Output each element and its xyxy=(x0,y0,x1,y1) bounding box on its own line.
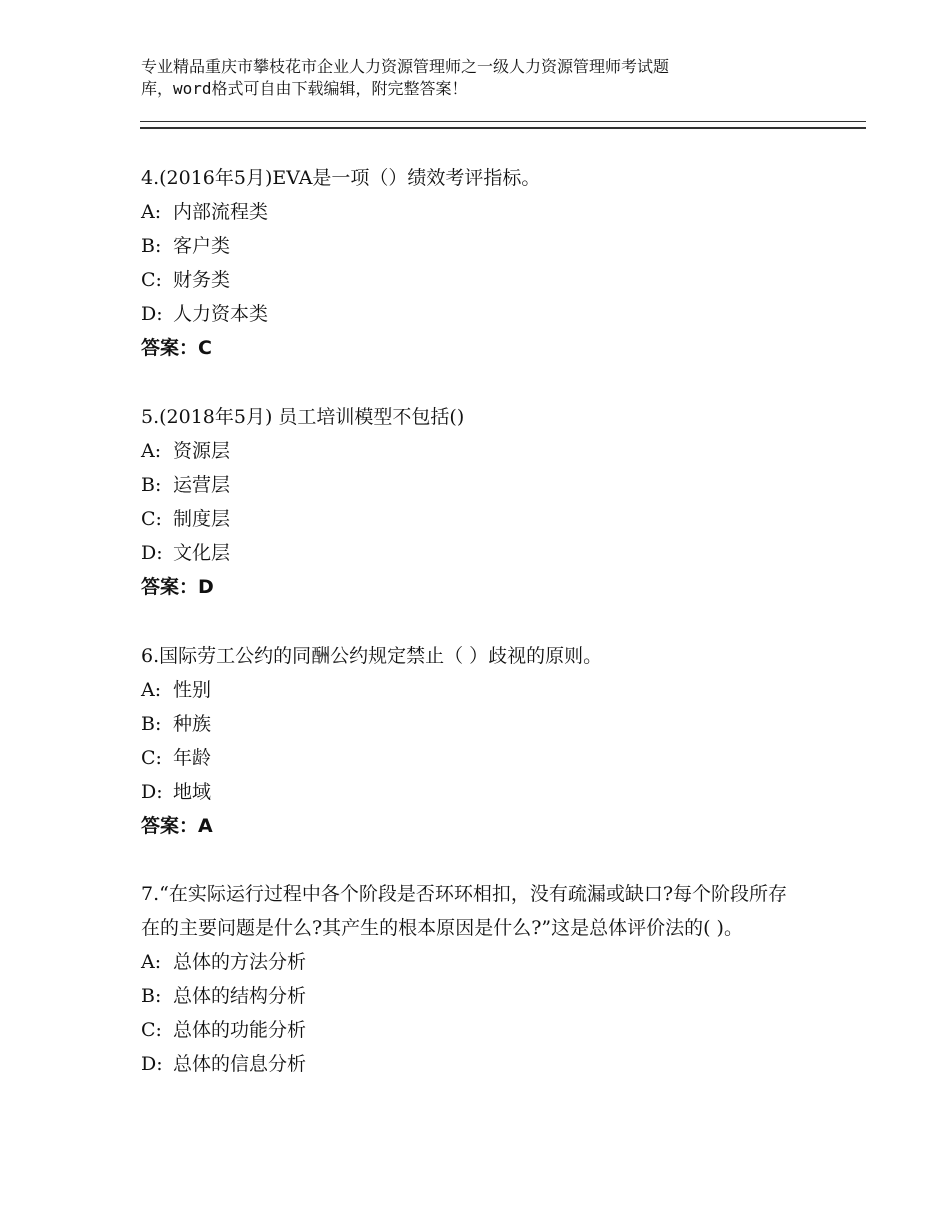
option-key: D: xyxy=(141,781,163,803)
question-5 xyxy=(141,400,821,604)
option-d xyxy=(141,1047,801,1081)
option-b xyxy=(141,979,801,1013)
header-divider xyxy=(140,121,866,129)
option-d xyxy=(141,536,821,570)
option-a xyxy=(141,195,821,229)
option-key: B: xyxy=(141,985,162,1007)
option-key: A: xyxy=(141,679,162,701)
option-b xyxy=(141,468,821,502)
option-c xyxy=(141,1013,801,1047)
answer-label: 答案：A xyxy=(141,815,213,837)
option-d xyxy=(141,775,821,809)
option-b xyxy=(141,229,821,263)
option-a xyxy=(141,945,801,979)
question-4 xyxy=(141,161,821,365)
question-7 xyxy=(141,877,801,1081)
option-key: D: xyxy=(141,542,163,564)
option-text: 年龄 xyxy=(173,747,212,769)
header-title-line1: 专业精品重庆市攀枝花市企业人力资源管理师之一级人力资源管理师考试题 xyxy=(141,57,670,76)
question-stem: 7.“在实际运行过程中各个阶段是否环环相扣，没有疏漏或缺口?每个阶段所存在的主要问题是什么?其产生的根本原因是什么?”这是总体评价法的( )。 xyxy=(141,883,788,939)
option-text: 制度层 xyxy=(173,508,231,530)
question-6 xyxy=(141,639,821,843)
option-text: 总体的方法分析 xyxy=(173,951,307,973)
option-text: 总体的信息分析 xyxy=(173,1053,307,1075)
option-text: 种族 xyxy=(173,713,212,735)
option-c xyxy=(141,263,821,297)
option-key: D: xyxy=(141,1053,163,1075)
option-a xyxy=(141,434,821,468)
option-key: C: xyxy=(141,508,162,530)
header-title-line2: 库，word格式可自由下载编辑，附完整答案！ xyxy=(141,79,468,98)
option-text: 文化层 xyxy=(173,542,231,564)
option-text: 地域 xyxy=(173,781,212,803)
option-text: 人力资本类 xyxy=(173,303,269,325)
document-header xyxy=(141,56,781,100)
option-text: 财务类 xyxy=(173,269,231,291)
option-key: B: xyxy=(141,474,162,496)
option-key: B: xyxy=(141,713,162,735)
option-text: 总体的功能分析 xyxy=(173,1019,307,1041)
option-key: C: xyxy=(141,1019,162,1041)
option-text: 内部流程类 xyxy=(173,201,269,223)
answer-label: 答案：C xyxy=(141,337,212,359)
option-key: A: xyxy=(141,440,162,462)
option-key: C: xyxy=(141,269,162,291)
option-c xyxy=(141,502,821,536)
option-text: 客户类 xyxy=(173,235,231,257)
option-key: A: xyxy=(141,951,162,973)
option-text: 运营层 xyxy=(173,474,231,496)
option-text: 资源层 xyxy=(173,440,231,462)
option-key: B: xyxy=(141,235,162,257)
option-key: C: xyxy=(141,747,162,769)
option-a xyxy=(141,673,821,707)
question-stem: 6.国际劳工公约的同酬公约规定禁止（ ）歧视的原则。 xyxy=(141,645,603,667)
option-key: A: xyxy=(141,201,162,223)
question-stem: 5.(2018年5月) 员工培训模型不包括() xyxy=(141,406,465,428)
option-text: 性别 xyxy=(173,679,212,701)
option-d xyxy=(141,297,821,331)
question-stem: 4.(2016年5月)EVA是一项（）绩效考评指标。 xyxy=(141,167,541,189)
option-key: D: xyxy=(141,303,163,325)
answer-label: 答案：D xyxy=(141,576,214,598)
option-b xyxy=(141,707,821,741)
option-c xyxy=(141,741,821,775)
option-text: 总体的结构分析 xyxy=(173,985,307,1007)
